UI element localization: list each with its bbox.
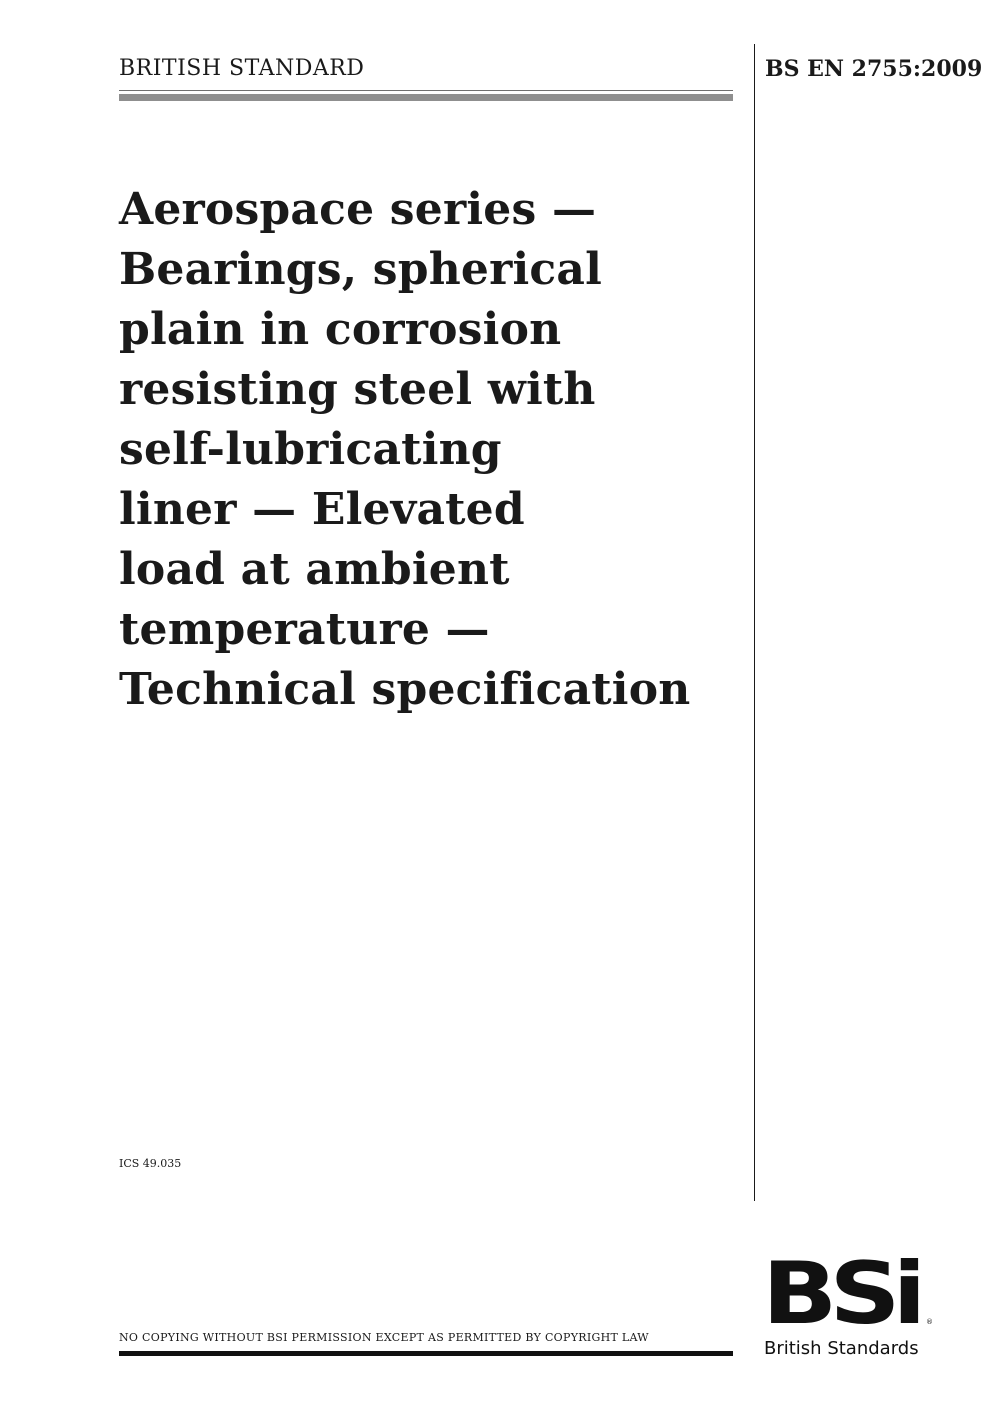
title-line: self-lubricating: [119, 424, 502, 475]
footer-rule: [119, 1351, 733, 1356]
title-line: temperature —: [119, 604, 490, 655]
vertical-divider: [754, 44, 755, 1201]
ics-code: ICS 49.035: [119, 1157, 182, 1170]
title-line: load at ambient: [119, 544, 510, 595]
title-line: Technical specification: [119, 664, 691, 715]
bsi-logo: [762, 1244, 934, 1362]
document-number: BS EN 2755:2009: [765, 56, 983, 82]
title-line: liner — Elevated: [119, 484, 525, 535]
bsi-logo-name: British Standards: [764, 1338, 919, 1359]
title-line: plain in corrosion: [119, 304, 562, 355]
bsi-logo-mark: BSi: [762, 1244, 919, 1344]
title-line: Aerospace series —: [119, 184, 597, 235]
title-line: Bearings, spherical: [119, 244, 602, 295]
copyright-notice: NO COPYING WITHOUT BSI PERMISSION EXCEPT AS PERMITTED BY COPYRIGHT LAW: [119, 1331, 649, 1344]
standard-type-label: BRITISH STANDARD: [119, 56, 365, 81]
header-rule-thin: [119, 90, 733, 91]
header-rule-thick: [119, 94, 733, 101]
title-line: resisting steel with: [119, 364, 596, 415]
trademark-symbol: ®: [926, 1318, 933, 1326]
document-title: [119, 180, 744, 720]
